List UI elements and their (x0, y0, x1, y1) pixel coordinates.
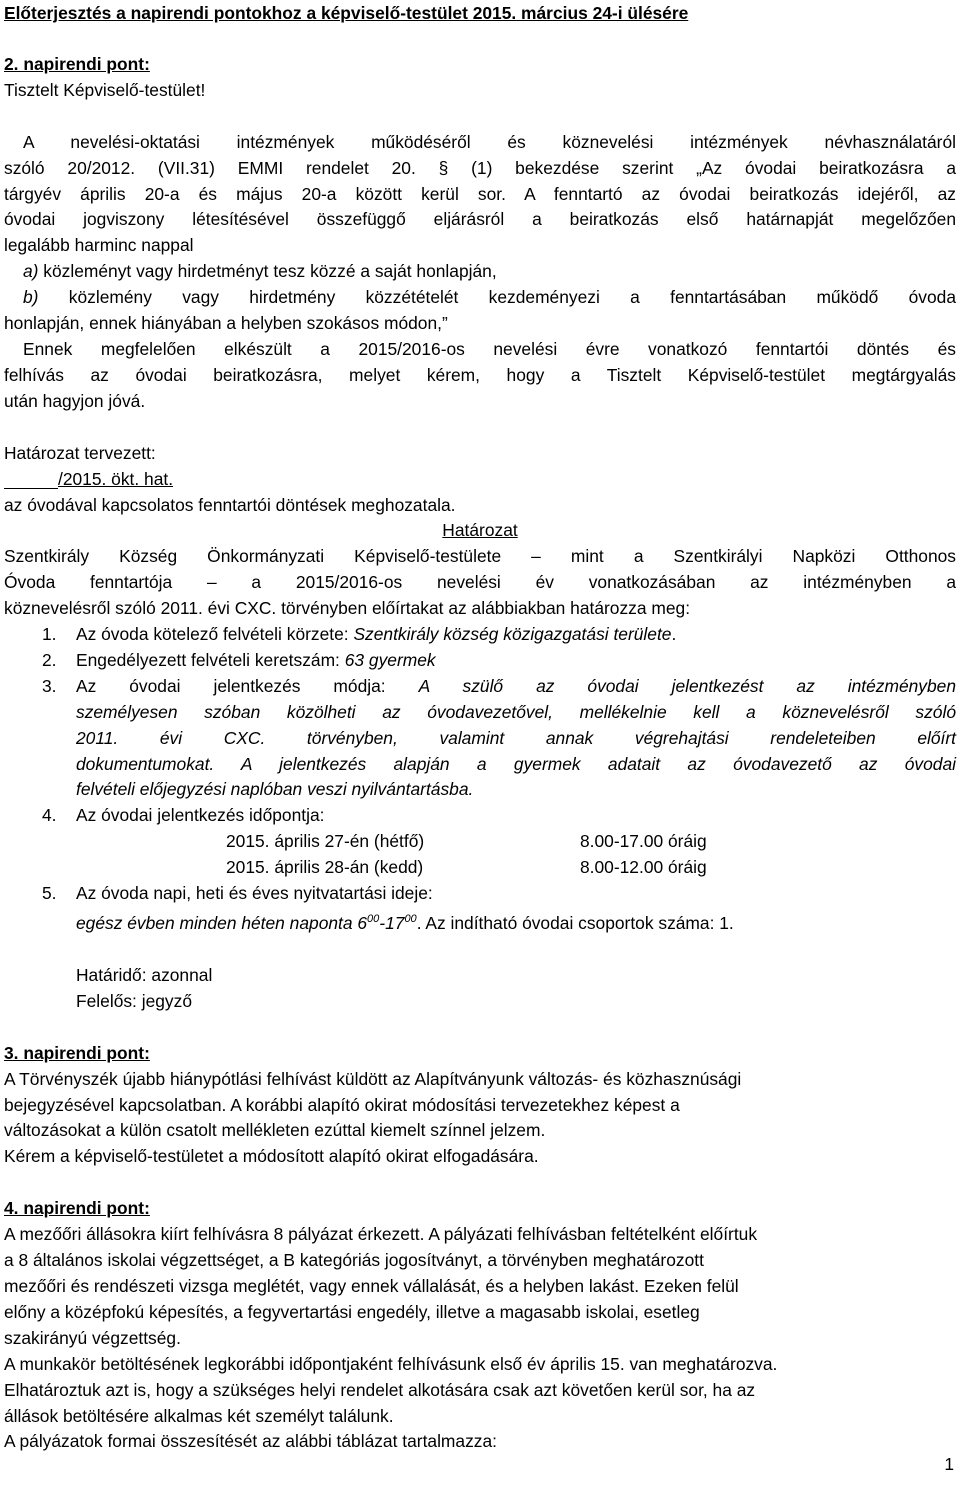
paragraph-line: szakirányú végzettség. (4, 1327, 181, 1348)
hours-tail: . Az indítható óvodai csoportok száma: 1. (416, 913, 734, 933)
list-item-5 (4, 881, 956, 907)
paragraph-line: A munkakör betöltésének legkorábbi időpontjaként felhívásunk első év április 15. van meghatározva. (4, 1353, 778, 1374)
opening-hours (4, 907, 956, 937)
item-plain: Az óvoda kötelező felvételi körzete: (76, 624, 354, 645)
paragraph-line: Elhatároztuk azt is, hogy a szükséges helyi rendelet alkotására csak azt követően kerül sor, ha az (4, 1379, 756, 1400)
spacer (4, 1170, 956, 1196)
schedule-row (4, 829, 956, 855)
item-text: közleményt vagy hirdetményt tesz közzé a saját honlapján, (38, 261, 497, 282)
paragraph-line: Szentkirály Község Önkormányzati Képviselő-testülete – mint a Szentkirályi Napközi Otthonos (4, 546, 956, 567)
hours-sup: 00 (404, 913, 417, 925)
spacer (4, 937, 956, 963)
paragraph-line: a 8 általános iskolai végzettséget, a B kategóriás jogosítványt, a törvényben meghatározott (4, 1250, 704, 1271)
paragraph-line: tárgyév április 20-a és május 20-a között kerül sor. A fenntartó az óvodai beiratkozás idejéről, az (4, 183, 956, 204)
paragraph-line: Ennek megfelelően elkészült a 2015/2016-os nevelési évre vonatkozó fenntartói döntés és (23, 338, 956, 359)
document-title: Előterjesztés a napirendi pontokhoz a képviselő-testület 2015. március 24-i ülésére (4, 3, 689, 23)
item-text: közlemény vagy hirdetmény közzétételét kezdeményezi a fenntartásában működő óvoda (38, 287, 956, 308)
deadline: Határidő: azonnal (76, 964, 213, 985)
resolution-number (4, 467, 956, 493)
paragraph-line: legalább harminc nappal (4, 235, 194, 256)
item-label: a) (23, 261, 39, 282)
item-italic: A szülő az óvodai jelentkezést az intézményben (418, 675, 956, 696)
spacer (4, 1015, 956, 1041)
hours-sup: 00 (367, 913, 380, 925)
document-page (4, 0, 956, 1455)
paragraph-line: bejegyzésével kapcsolatban. A korábbi alapító okirat módosítási tervezetekhez képest a (4, 1094, 680, 1115)
item-label: b) (23, 287, 39, 308)
item-plain: Az óvodai jelentkezés módja: (76, 675, 419, 696)
item-text (76, 622, 956, 648)
spacer (4, 104, 956, 130)
agenda-2-heading: 2. napirendi pont: (4, 53, 150, 74)
hours-italic: -17 (379, 913, 405, 933)
paragraph-line: felhívás az óvodai beiratkozásra, melyet kérem, hogy a Tisztelt Képviselő-testület megtárgyalás (4, 364, 956, 385)
paragraph-line: A pályázatok formai összesítését az alábbi táblázat tartalmazza: (4, 1431, 497, 1452)
agenda-4-heading: 4. napirendi pont: (4, 1198, 150, 1219)
item-text (76, 648, 956, 674)
paragraph-line: állások betöltésére alkalmas két személyt találunk. (4, 1405, 394, 1426)
paragraph-line: A mezőőri állásokra kiírt felhívásra 8 pályázat érkezett. A pályázati felhívásban feltételként előírtuk (4, 1224, 758, 1245)
paragraph-line: előny a középfokú képesítés, a fegyvertartási engedély, illetve a magasabb iskolai, esetleg (4, 1301, 700, 1322)
item-italic: 63 gyermek (344, 649, 436, 670)
paragraph-line: szóló 20/2012. (VII.31) EMMI rendelet 20. § (1) bekezdése szerint „Az óvodai beiratkozásra a (4, 157, 956, 178)
spacer (4, 415, 956, 441)
schedule-time: 8.00-17.00 óráig (580, 831, 707, 852)
paragraph-line: Kérem a képviselő-testületet a módosított alapító okirat elfogadására. (4, 1146, 539, 1167)
paragraph-line: honlapján, ennek hiányában a helyben szokásos módon,” (4, 313, 448, 334)
item-plain: Engedélyezett felvételi keretszám: (76, 649, 345, 670)
responsible: Felelős: jegyző (76, 990, 192, 1011)
resolution-subject: az óvodával kapcsolatos fenntartói döntések meghozatala. (4, 494, 456, 515)
item-text (76, 674, 956, 700)
item-3-line: felvételi előjegyzési naplóban veszi nyilvántartásba. (76, 779, 474, 800)
list-item-b (4, 285, 956, 311)
spacer (4, 27, 956, 52)
item-italic: Szentkirály község közigazgatási területe (353, 624, 672, 645)
item-3-line: dokumentumokat. A jelentkezés alapján a gyermek adatait az óvodavezető az óvodai (76, 753, 956, 774)
list-item-4 (4, 803, 956, 829)
paragraph-line: A nevelési-oktatási intézmények működéséről és köznevelési intézmények névhasználatáról (23, 131, 956, 152)
list-item-3 (4, 674, 956, 700)
agenda-3-heading: 3. napirendi pont: (4, 1042, 150, 1063)
list-item-2 (4, 648, 956, 674)
list-item-1 (4, 622, 956, 648)
item-3-line: 2011. évi CXC. törvényben, valamint annak végrehajtási rendeleteiben előírt (76, 727, 956, 748)
item-number: 5. (42, 883, 57, 904)
item-tail: . (671, 624, 677, 645)
blank-line (4, 469, 58, 489)
paragraph-line: után hagyjon jóvá. (4, 390, 146, 411)
salutation: Tisztelt Képviselő-testület! (4, 79, 206, 100)
item-text: Az óvodai jelentkezés időpontja: (76, 805, 325, 826)
schedule-date: 2015. április 27-én (hétfő) (226, 831, 425, 852)
item-text: Az óvoda napi, heti és éves nyitvatartási ideje: (76, 883, 433, 904)
item-number: 4. (42, 805, 57, 826)
paragraph-line: óvodai jogviszony létesítésével összefüggő eljárásról a beiratkozás első határnapját megelőzően (4, 209, 956, 230)
resolution-heading: Határozat (442, 520, 518, 541)
paragraph-line: Óvoda fenntartója – a 2015/2016-os nevelési év vonatkozásában az intézményben a (4, 572, 956, 593)
paragraph-line: mezőőri és rendészeti vizsga meglétét, vagy ennek vállalását, és a helyben lakást. Ezeken felül (4, 1275, 739, 1296)
paragraph-line: köznevelésről szóló 2011. évi CXC. törvényben előírtakat az alábbiakban határozza meg: (4, 598, 691, 619)
schedule-time: 8.00-12.00 óráig (580, 857, 707, 878)
resolution-number-text: /2015. ökt. hat. (58, 468, 174, 489)
paragraph-line: változásokat a külön csatolt mellékleten ezúttal kiemelt színnel jelzem. (4, 1120, 546, 1141)
item-number: 2. (42, 649, 57, 670)
draft-label: Határozat tervezett: (4, 442, 156, 463)
schedule-row (4, 855, 956, 881)
paragraph-line: A Törvényszék újabb hiánypótlási felhívást küldött az Alapítványunk változás- és közhasznúsági (4, 1068, 742, 1089)
item-number: 1. (42, 624, 57, 645)
list-item-a (4, 259, 956, 285)
hours-italic: egész évben minden héten naponta 6 (76, 913, 368, 933)
item-number: 3. (42, 675, 57, 696)
item-3-line: személyesen szóban közölheti az óvodavezetővel, mellékelnie kell a köznevelésről szóló (76, 701, 956, 722)
page-number: 1 (944, 1454, 954, 1474)
schedule-date: 2015. április 28-án (kedd) (226, 857, 424, 878)
